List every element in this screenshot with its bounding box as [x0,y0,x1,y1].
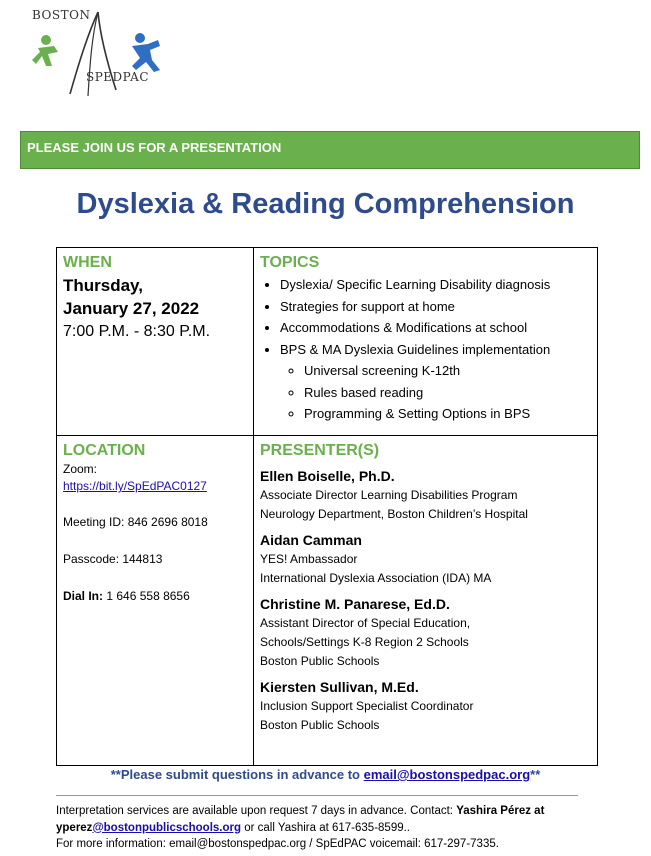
topic-item: • Accommodations & Modifications at school [280,317,591,339]
topic-item-text: BPS & MA Dyslexia Guidelines implementation [280,341,551,357]
topic-item: • Strategies for support at home [280,296,591,318]
presenter-detail: Assistant Director of Special Education, [260,616,471,630]
topics-sublist [280,360,591,425]
footer-more-info: For more information: email@bostonspedpac.org / SpEdPAC voicemail: 617-297-7335. [56,838,499,850]
footer [56,803,596,853]
page-title: Dyslexia & Reading Comprehension [76,188,575,220]
presenter-name: Kiersten Sullivan, M.Ed. [260,679,419,695]
when-date: January 27, 2022 [63,299,200,318]
presenter-detail: Boston Public Schools [260,718,380,732]
dial-in [63,588,247,605]
footer-email-link[interactable]: @bostonpublicschools.org [92,821,242,834]
topics-heading: TOPICS [260,254,320,271]
when-day: Thursday, [63,276,143,295]
footer-phone: or call Yashira at 617-635-8599.. [241,821,411,834]
presenter-detail: International Dyslexia Association (IDA) MA [260,571,492,585]
dial-in-number: 1 646 558 8656 [106,589,190,603]
presenters-heading: PRESENTER(S) [260,442,380,459]
zoom-label: Zoom: [63,462,98,476]
footer-interpretation: Interpretation services are available upon request 7 days in advance. Contact: [56,805,457,817]
when-heading: WHEN [63,254,112,271]
topic-item [280,339,591,425]
location-cell [57,436,254,766]
presenter-detail: Associate Director Learning Disabilities Program [260,488,518,502]
meeting-id: Meeting ID: 846 2696 8018 [63,515,208,529]
topics-list [260,274,591,425]
topic-subitem: ◦ Programming & Setting Options in BPS [304,403,591,425]
when-cell [57,248,254,436]
location-heading: LOCATION [63,442,146,459]
footer-email-prefix: yperez [56,821,93,834]
submit-prefix: **Please submit questions in advance to [110,767,364,782]
topics-cell [254,248,598,436]
submit-suffix: ** [530,767,541,782]
presenter-detail: Inclusion Support Specialist Coordinator [260,699,474,713]
logo-text-bottom: SPEDPAC [86,70,149,84]
presenter-name: Aidan Camman [260,532,362,548]
presenter-name: Christine M. Panarese, Ed.D. [260,596,450,612]
presenter-detail: YES! Ambassador [260,552,358,566]
event-info-table [56,247,598,766]
presenter-detail: Boston Public Schools [260,654,380,668]
footer-contact-name: Yashira Pérez at [456,805,545,817]
topic-subitem: ◦ Rules based reading [304,382,591,404]
presenters-cell [254,436,598,766]
submit-email-link[interactable]: email@bostonspedpac.org [363,767,531,782]
when-time: 7:00 P.M. - 8:30 P.M. [63,323,211,340]
spedpac-logo [28,4,178,100]
zoom-link[interactable]: https://bit.ly/SpEdPAC0127 [63,479,207,493]
submit-questions-note [0,767,651,782]
presenter-detail: Neurology Department, Boston Children’s Hospital [260,507,528,521]
presenter-detail: Schools/Settings K-8 Region 2 Schools [260,635,469,649]
footer-divider [56,795,578,796]
dial-in-label: Dial In: [63,589,104,603]
topic-subitem: ◦ Universal screening K-12th [304,360,591,382]
presenter-name: Ellen Boiselle, Ph.D. [260,468,395,484]
logo-text-top: BOSTON [32,8,91,22]
passcode: Passcode: 144813 [63,552,163,566]
topic-item: • Dyslexia/ Specific Learning Disability diagnosis [280,274,591,296]
invitation-banner: PLEASE JOIN US FOR A PRESENTATION [20,131,640,169]
